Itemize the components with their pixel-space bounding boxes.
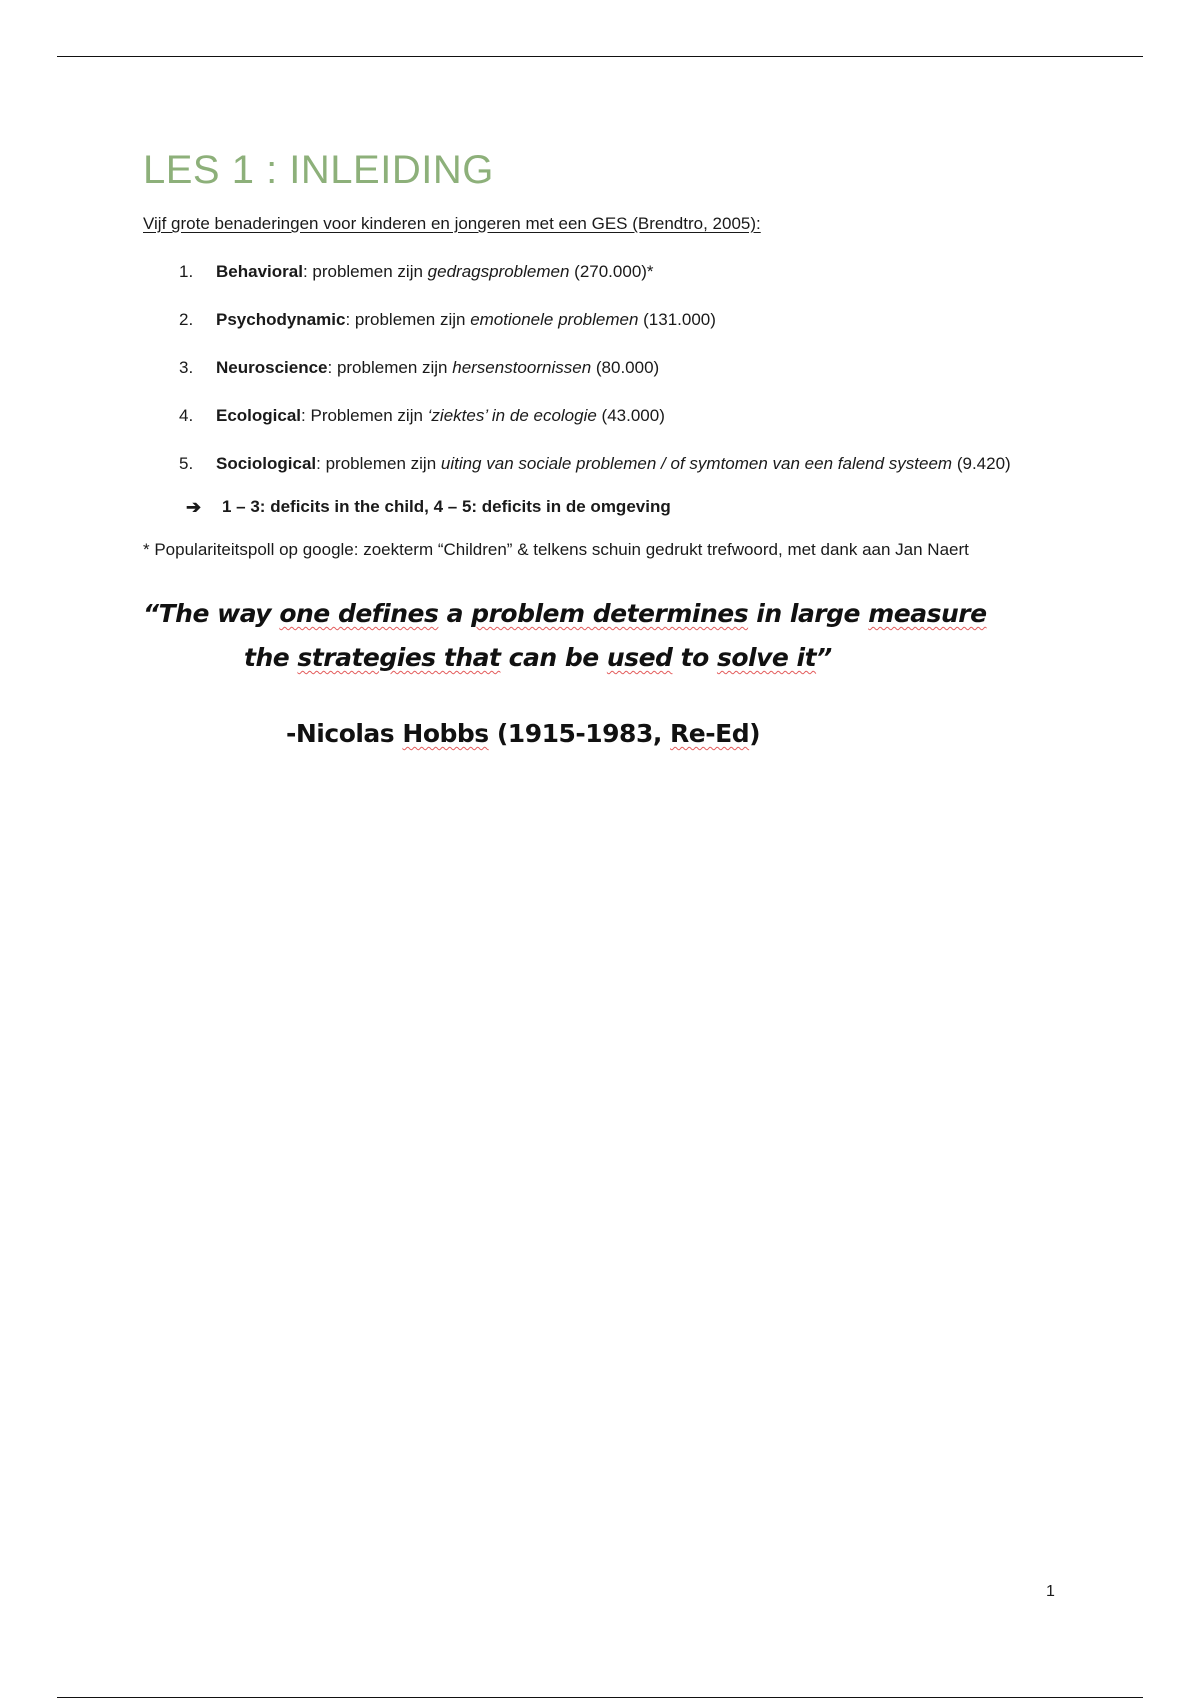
intro-text: Vijf grote benaderingen voor kinderen en jongeren met een GES (Brendtro, 2005): xyxy=(143,214,761,233)
quote-text: used xyxy=(606,643,673,672)
document-body xyxy=(143,146,1063,754)
page-title: LES 1 : INLEIDING xyxy=(143,148,494,192)
footer-rule xyxy=(57,1697,1143,1698)
item-text: : problemen zijn xyxy=(316,454,441,473)
list-item xyxy=(143,258,1063,286)
conclusion-line xyxy=(143,494,1063,520)
item-term: Psychodynamic xyxy=(216,310,346,329)
list-number: 5. xyxy=(179,454,194,473)
author-text: -Nicolas xyxy=(286,719,403,748)
item-term: Neuroscience xyxy=(216,358,328,377)
item-count: (80.000) xyxy=(591,358,660,377)
approaches-list xyxy=(143,258,1063,478)
quote-text: “The way xyxy=(143,599,280,628)
quote-text: a xyxy=(438,599,472,628)
item-text: : problemen zijn xyxy=(302,262,428,281)
list-number: 3. xyxy=(179,358,194,377)
quote-text: to xyxy=(672,643,717,672)
quote-text: ” xyxy=(816,643,832,672)
item-text: : problemen zijn xyxy=(345,310,471,329)
quote-author xyxy=(143,714,1063,754)
list-item xyxy=(143,306,1063,334)
author-text: Re-Ed xyxy=(670,719,750,748)
quote-text: can be xyxy=(500,643,607,672)
quote-text: in large xyxy=(748,599,869,628)
item-emphasis: hersenstoornissen xyxy=(452,358,592,377)
list-item xyxy=(143,450,1063,478)
item-term: Sociological xyxy=(216,454,317,473)
item-text: : problemen zijn xyxy=(327,358,453,377)
item-count: (9.420) xyxy=(952,454,1011,473)
quote-text: solve it xyxy=(716,643,817,672)
item-emphasis: emotionele problemen xyxy=(470,310,639,329)
item-count: (270.000)* xyxy=(569,262,654,281)
item-count: (43.000) xyxy=(596,406,665,425)
footnote: * Populariteitspoll op google: zoekterm “Children” & telkens schuin gedrukt trefwoord, met dank aan Jan Naert xyxy=(143,540,969,559)
list-number: 4. xyxy=(179,406,194,425)
item-term: Behavioral xyxy=(216,262,303,281)
arrow-right-icon: ➔ xyxy=(186,497,202,517)
quote-text: problem determines xyxy=(471,599,749,628)
list-item xyxy=(143,402,1063,430)
list-number: 2. xyxy=(179,310,194,329)
quote-line-1 xyxy=(143,599,987,628)
quote-line-2 xyxy=(143,636,1063,680)
quote-text: the xyxy=(244,643,298,672)
conclusion-text: 1 – 3: deficits in the child, 4 – 5: deficits in de omgeving xyxy=(222,497,671,516)
item-emphasis: ‘ziektes’ in de ecologie xyxy=(427,406,597,425)
author-text: (1915-1983, xyxy=(488,719,671,748)
author-text: ) xyxy=(749,719,761,748)
item-count: (131.000) xyxy=(638,310,716,329)
item-emphasis: uiting van sociale problemen / of symtomen van een falend systeem xyxy=(440,454,953,473)
header-rule xyxy=(57,56,1143,57)
list-item xyxy=(143,354,1063,382)
page-number: 1 xyxy=(1046,1583,1055,1600)
item-text: : Problemen zijn xyxy=(301,406,428,425)
quote-text: one defines xyxy=(279,599,439,628)
quote-block xyxy=(143,592,1063,680)
item-emphasis: gedragsproblemen xyxy=(427,262,570,281)
quote-text: measure xyxy=(868,599,987,628)
quote-text: strategies that xyxy=(297,643,501,672)
author-text: Hobbs xyxy=(402,719,489,748)
item-term: Ecological xyxy=(216,406,302,425)
list-number: 1. xyxy=(179,262,194,281)
